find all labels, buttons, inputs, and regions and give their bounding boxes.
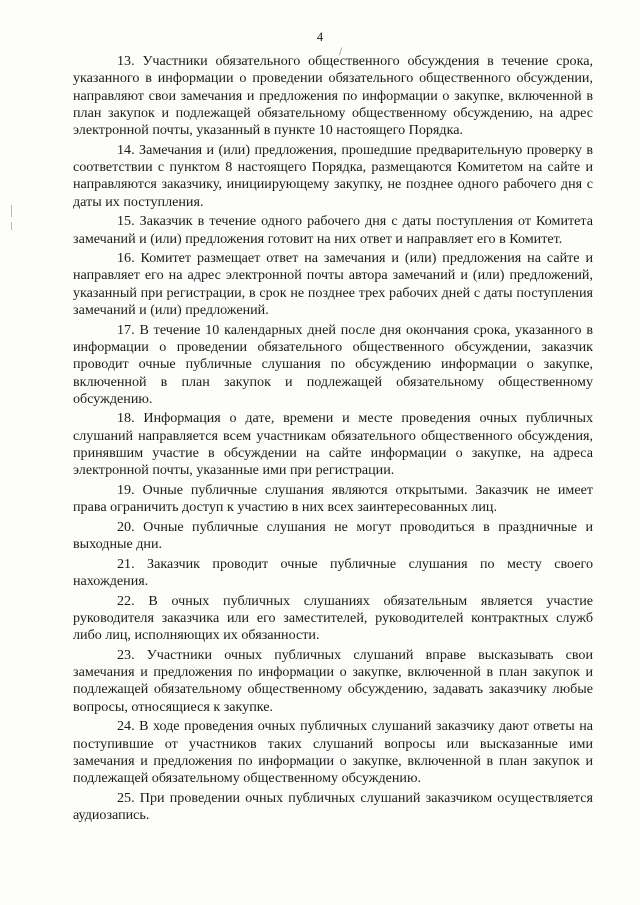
paragraph-20: 20. Очные публичные слушания не могут проводиться в праздничные и выходные дни. (73, 518, 593, 553)
paragraph-14: 14. Замечания и (или) предложения, прошедшие предварительную проверку в соответствии с пунктом 8 настоящего Порядка, размещаются Комитетом на сайте и направляются заказчику, инициирующему закупку, не позднее одного рабочего дня с даты их поступления. (73, 141, 593, 210)
paragraph-16: 16. Комитет размещает ответ на замечания и (или) предложения на сайте и направляет его на адрес электронной почты автора замечаний и (или) предложений, указанный при регистрации, в срок не позднее трех рабочих дней с даты поступления замечаний и (или) предложений. (73, 250, 593, 319)
paragraph-18: 18. Информация о дате, времени и месте проведения очных публичных слушаний направляется всем участникам обязательного общественного обсуждения, принявшим участие в обсуждении на сайте информации о закупке, на адреса электронной почты, указанные ими при регистрации. (73, 410, 593, 479)
paragraph-22: 22. В очных публичных слушаниях обязательным является участие руководителя заказчика или его заместителей, руководителей контрактных служб либо лиц, исполняющих их обязанности. (73, 592, 593, 644)
margin-mark (11, 205, 12, 217)
paragraph-17: 17. В течение 10 календарных дней после дня окончания срока, указанного в информации о проведении обязательного общественного обсуждении, заказчик проводит очные публичные слушания по обсуждению информации о закупке, включенной в план закупок и подлежащей обязательному общественному обсуждению. (73, 321, 593, 407)
page-number: 4 (316, 30, 324, 44)
paragraph-24: 24. В ходе проведения очных публичных слушаний заказчику дают ответы на поступившие от участников таких слушаний вопросы или высказанные ими замечания и предложения по информации о закупке, включенной в план закупок и подлежащей обязательному общественному обсуждению. (73, 718, 593, 787)
document-body (73, 53, 593, 827)
paragraph-19: 19. Очные публичные слушания являются открытыми. Заказчик не имеет права ограничить доступ к участию в них всех заинтересованных лиц. (73, 481, 593, 516)
paragraph-21: 21. Заказчик проводит очные публичные слушания по месту своего нахождения. (73, 555, 593, 589)
paragraph-23: 23. Участники очных публичных слушаний вправе высказывать свои замечания и предложения по информации о закупке, включенной в план закупок и подлежащей обязательному общественному обсуждению, задавать заказчику любые вопросы, относящиеся к закупке. (73, 646, 593, 715)
paragraph-15: 15. Заказчик в течение одного рабочего дня с даты поступления от Комитета замечаний и (или) предложения готовит на них ответ и направляет его в Комитет. (73, 213, 593, 247)
paragraph-13: 13. Участники обязательного общественного обсуждения в течение срока, указанного в информации о проведении обязательного общественного обсуждении, направляют свои замечания и предложения по информации о закупке, включенной в план закупок и подлежащей обязательному общественному обсуждению, на адрес электронной почты, указанный в пункте 10 настоящего Порядка. (73, 53, 593, 139)
margin-mark (11, 222, 12, 230)
paragraph-25: 25. При проведении очных публичных слушаний заказчиком осуществляется аудиозапись. (73, 789, 593, 824)
